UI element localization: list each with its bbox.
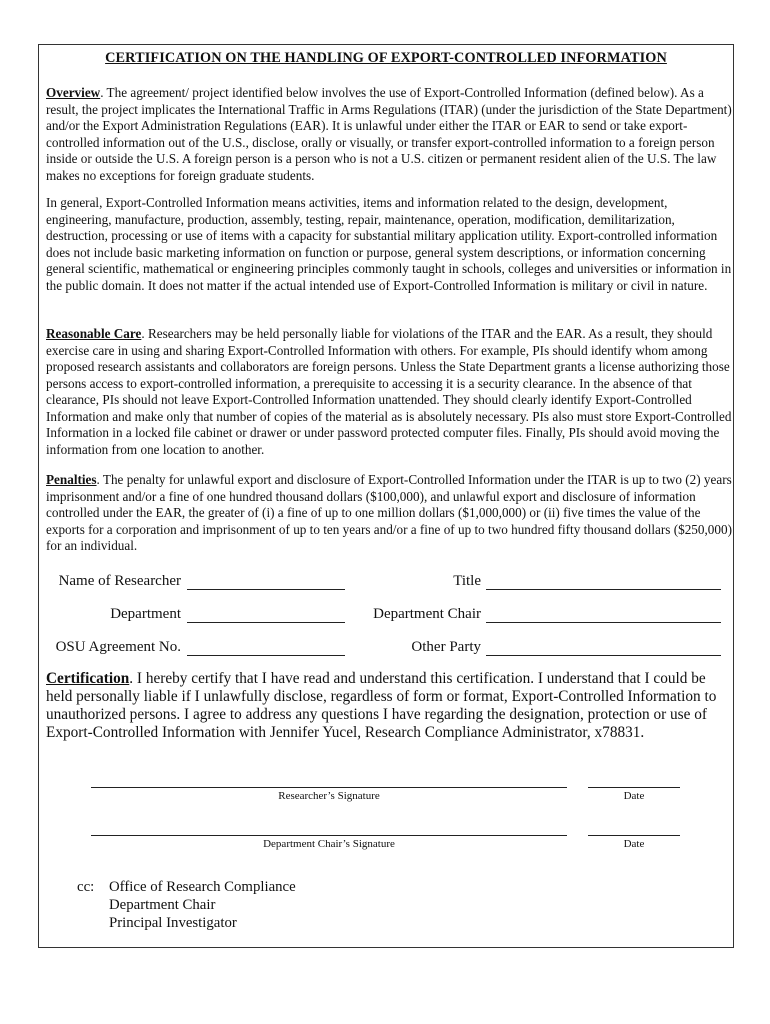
- cc-recipient: Principal Investigator: [109, 915, 237, 931]
- cc-recipient: Office of Research Compliance: [109, 879, 296, 895]
- chair-signature-line[interactable]: [91, 835, 567, 836]
- document-title: CERTIFICATION ON THE HANDLING OF EXPORT-CONTROLLED INFORMATION: [105, 50, 667, 66]
- certification-text: . I hereby certify that I have read and understand this certification. I understand that I could be held personally liable if I unlawfully disclose, regardless of form or format, Export-Controlled Information to unauthorized persons. I agree to address any questions I have regarding the designation, protection or use of Export-Controlled Information with Jennifer Yucel, Research Compliance Administrator, x78831.: [46, 670, 717, 741]
- chair-signature-caption: Department Chair’s Signature: [263, 838, 395, 850]
- title-label: Title: [453, 573, 481, 589]
- researcher-date-line[interactable]: [588, 787, 680, 788]
- osu-agreement-no-label: OSU Agreement No.: [55, 639, 181, 655]
- reasonable-care-paragraph: [46, 326, 732, 458]
- chair-date-caption: Date: [623, 838, 645, 850]
- penalties-text: . The penalty for unlawful export and disclosure of Export-Controlled Information under the ITAR is up to two (2) years imprisonment and/or a fine of one hundred thousand dollars ($100,000), and unlawful export and disclosure of information controlled under the EAR, the greater of (i) a fine of up to one million dollars ($1,000,000) or (ii) five times the value of the exports for a corporation and imprisonment of up to ten years and/or a fine of up to two hundred fifty thousand dollars ($250,000) for an individual.: [46, 472, 732, 553]
- overview-paragraph: [46, 85, 732, 184]
- researcher-signature-caption: Researcher’s Signature: [278, 790, 380, 802]
- researcher-signature-line[interactable]: [91, 787, 567, 788]
- osu-agreement-no-field[interactable]: [187, 639, 345, 656]
- department-chair-field[interactable]: [486, 606, 721, 623]
- other-party-field[interactable]: [486, 639, 721, 656]
- department-field[interactable]: [187, 606, 345, 623]
- chair-date-line[interactable]: [588, 835, 680, 836]
- other-party-label: Other Party: [411, 639, 481, 655]
- department-label: Department: [110, 606, 181, 622]
- general-paragraph: [46, 195, 732, 294]
- name-of-researcher-field[interactable]: [187, 573, 345, 590]
- certification-paragraph: [46, 670, 732, 742]
- penalties-heading: Penalties: [46, 472, 97, 487]
- researcher-date-caption: Date: [623, 790, 645, 802]
- reasonable-care-text: . Researchers may be held personally liable for violations of the ITAR and the EAR. As a result, they should exercise care in using and sharing Export-Controlled Information with others. For example, PIs should identify whom among proposed research assistants and collaborators are foreign persons. Unless the State Department grants a license authorizing those persons access to export-controlled information, a prerequisite to accessing it is a security clearance. In the absence of that clearance, PIs should not leave Export-Controlled Information unattended. They should clearly identify Export-Controlled Information and make only that number of copies of the material as is absolutely necessary. PIs also must store Export-Controlled Information in a locked file cabinet or drawer or under password protected computer files. Finally, PIs should avoid moving the information from one location to another.: [46, 326, 732, 457]
- department-chair-label: Department Chair: [373, 606, 481, 622]
- cc-recipient: Department Chair: [109, 897, 216, 913]
- overview-heading: Overview: [46, 85, 101, 100]
- reasonable-care-heading: Reasonable Care: [46, 326, 142, 341]
- certification-heading: Certification: [46, 670, 130, 687]
- cc-label: cc:: [77, 879, 95, 895]
- general-text: In general, Export-Controlled Information means activities, items and information related to the design, development, engineering, manufacture, production, assembly, testing, repair, maintenance, operation, modification, demilitarization, destruction, processing or use of items with a capacity for substantial military application utility. Export-controlled information does not include basic marketing information on function or purpose, general system descriptions, or information concerning general scientific, mathematical or engineering principles commonly taught in schools, colleges and universities or information in the public domain. It does not matter if the actual intended use of Export-Controlled Information is military or civil in nature.: [46, 195, 732, 293]
- certification-form: [38, 44, 734, 948]
- penalties-paragraph: [46, 472, 732, 555]
- overview-text: . The agreement/ project identified below involves the use of Export-Controlled Information (defined below). As a result, the project implicates the International Traffic in Arms Regulations (ITAR) (under the jurisdiction of the State Department) and/or the Export Administration Regulations (EAR). It is unlawful under either the ITAR or EAR to send or take export-controlled information out of the U.S., disclose, orally or visually, or transfer export-controlled information to a foreign person inside or outside the U.S. A foreign person is a person who is not a U.S. citizen or permanent resident alien of the U.S. The law makes no exceptions for foreign graduate students.: [46, 85, 732, 183]
- title-field[interactable]: [486, 573, 721, 590]
- name-of-researcher-label: Name of Researcher: [58, 573, 181, 589]
